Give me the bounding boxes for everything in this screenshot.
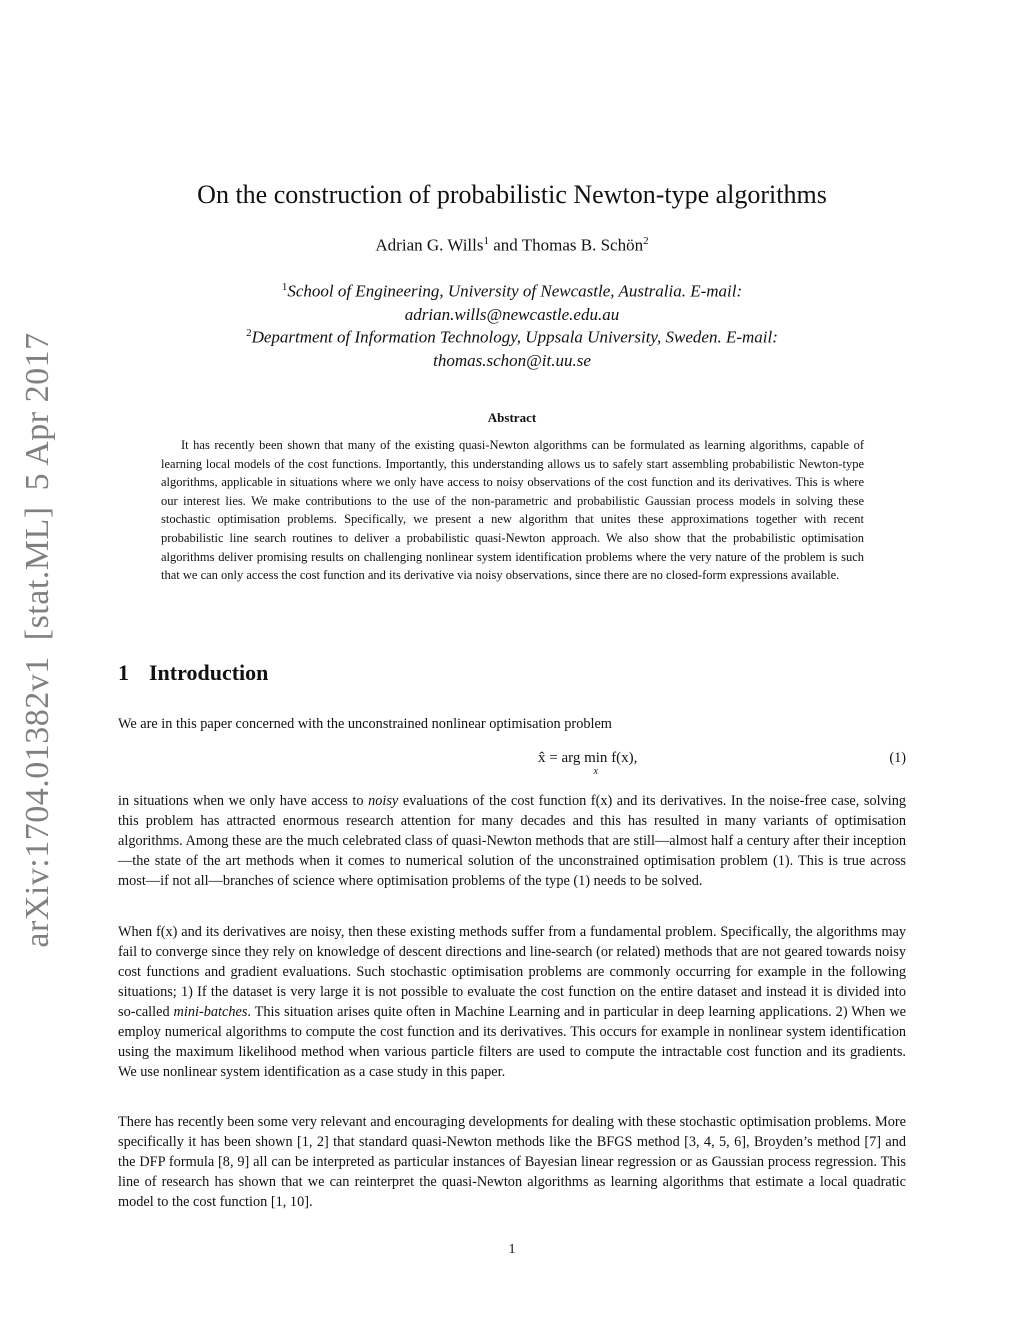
section-title: Introduction (149, 660, 269, 685)
equation-body (538, 750, 637, 777)
affiliation-1-mark: 1 (281, 281, 288, 293)
para2-part2: . This situation arises quite often in Machine Learning and in particular in deep learning applications. 2) When we employ numerical algorithms to compute the cost function and its derivatives. This occurs for example in nonlinear system identification using the maximum likelihood method when various particle filters are used to compute the intractable cost function and its gradients. We use nonlinear system identification as a case study in this paper. (118, 1004, 907, 1080)
affiliation-2-email: thomas.schon@it.uu.se (433, 350, 591, 370)
abstract-heading: Abstract (487, 410, 537, 425)
para1-part1: in situations when we only have access to (118, 793, 369, 809)
arxiv-category: [stat.ML] (19, 506, 56, 641)
para2-emph: mini-batches (173, 1004, 248, 1020)
page-number: 1 (508, 1242, 516, 1257)
section-heading (118, 660, 268, 686)
affiliation-2-text: Department of Information Technology, Uppsala University, Sweden. E-mail: (251, 327, 778, 347)
affiliation-1-email: adrian.wills@newcastle.edu.au (404, 304, 620, 324)
affiliation-1-text: School of Engineering, University of Newcastle, Australia. E-mail: (287, 281, 743, 301)
equation-lhs: x̂ = arg (538, 750, 581, 766)
author-connector: and (493, 235, 518, 255)
author-2: Thomas B. Schön (521, 235, 644, 255)
author-2-mark: 2 (643, 235, 649, 247)
para1-emph: noisy (368, 793, 399, 809)
equation-rhs: f(x), (611, 750, 638, 766)
section-number: 1 (118, 660, 129, 685)
para2-part1: When f(x) and its derivatives are noisy, then these existing methods suffer from a fundamental problem. Specifically, the algorithms may fail to converge since they rely on knowledge of descent directions and line-search (or related) methods that are not geared towards noisy cost functions and gradient evaluations. Such stochastic optimisation problems are commonly occurring for example in the following situations; 1) If the dataset is very large it is not possible to evaluate the cost function on the entire dataset and instead it is divided into so-called (118, 924, 906, 1020)
paragraph-3: There has recently been some very relevant and encouraging developments for dealing with these stochastic optimisation problems. More specifically it has been shown [1, 2] that standard quasi-Newton methods like the BFGS method [3, 4, 5, 6], Broyden’s method [7] and the DFP formula [8, 9] all can be interpreted as particular instances of Bayesian linear regression or as Gaussian process regression. This line of research has shown that we can reinterpret the quasi-Newton algorithms as learning algorithms that estimate a local quadratic model to the cost function [1, 10]. (118, 1114, 906, 1210)
argmin-op: min (584, 750, 608, 766)
argmin-operator (584, 750, 607, 777)
para1-part2: evaluations of the cost function f(x) and its derivatives. In the noise-free case, solving this problem has attracted enormous research attention for many decades and this has resulted in many variants of optimisation algorithms. Among these are the much celebrated class of quasi-Newton methods that are still—almost half a century after their inception—the state of the art methods when it comes to numerical solution of the unconstrained optimisation problem (1). This is true across most—if not all—branches of science where optimisation problems of the type (1) needs to be solved. (118, 793, 906, 889)
author-1: Adrian G. Wills (375, 235, 484, 255)
argmin-subscript: x (593, 766, 598, 777)
author-1-mark: 1 (483, 235, 489, 247)
arxiv-id: arXiv:1704.01382v1 (19, 656, 56, 948)
arxiv-date: 5 Apr 2017 (19, 332, 56, 491)
paper-title: On the construction of probabilistic Newton-type algorithms (197, 180, 827, 209)
author-line (0, 235, 1024, 256)
affiliation-2 (0, 322, 1024, 372)
affiliation-1 (0, 276, 1024, 326)
paragraph-1 (118, 791, 906, 891)
equation-1 (118, 750, 906, 780)
abstract-text: It has recently been shown that many of the existing quasi-Newton algorithms can be formulated as learning algorithms, capable of learning local models of the cost functions. Importantly, this understanding allows us to safely start assembling probabilistic Newton-type algorithms, applicable in situations where we only have access to noisy observations of the cost function and its derivatives. This is where our interest lies. We make contributions to the use of the non-parametric and probabilistic Gaussian process models in solving these stochastic optimisation problems. Specifically, we present a new algorithm that unites these approximations together with recent probabilistic line search routines to deliver a probabilistic quasi-Newton approach. We also show that the probabilistic optimisation algorithms deliver promising results on challenging nonlinear system identification problems where the very nature of the problem is such that we can only access the cost function and its derivative via noisy observations, since there are no closed-form expressions available. (161, 438, 864, 583)
affiliation-2-mark: 2 (246, 327, 252, 339)
equation-number: (1) (889, 750, 906, 766)
intro-line: We are in this paper concerned with the unconstrained nonlinear optimisation problem (118, 716, 612, 732)
paragraph-2 (118, 922, 906, 1082)
